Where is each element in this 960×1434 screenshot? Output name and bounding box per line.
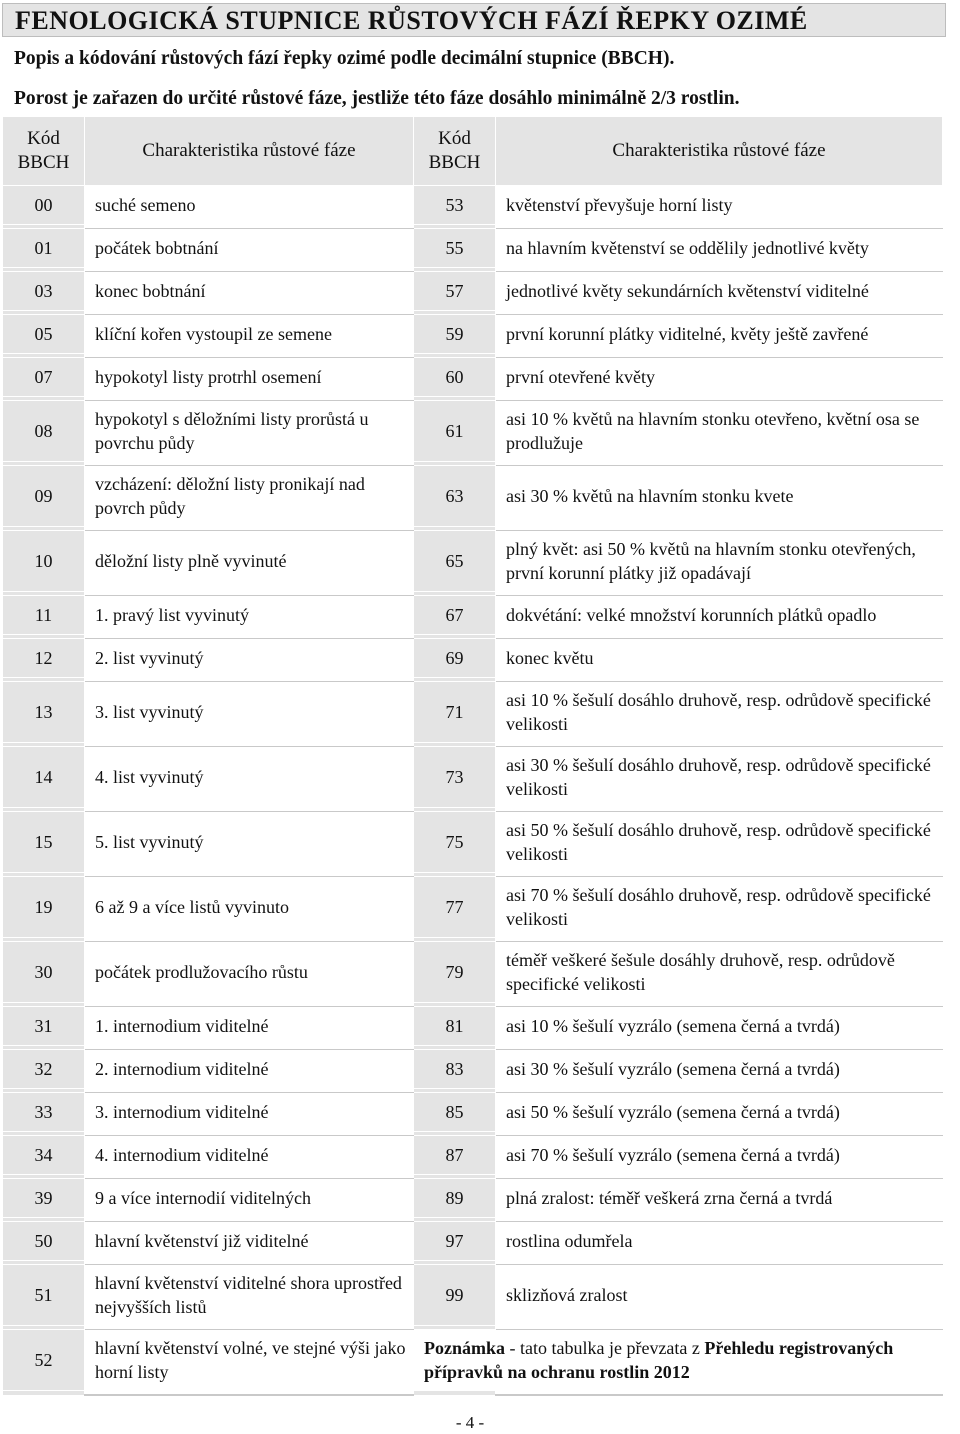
table-row <box>3 1265 943 1326</box>
code-right: 87 <box>414 1136 496 1175</box>
code-right: 77 <box>414 877 496 938</box>
table-body <box>3 186 943 1396</box>
header-code-left <box>3 117 85 186</box>
desc-right: sklizňová zralost <box>496 1265 943 1326</box>
header-code-right-line2: BBCH <box>428 152 481 173</box>
desc-right: první otevřené květy <box>496 358 943 397</box>
table-row <box>3 942 943 1003</box>
desc-left: 2. internodium viditelné <box>85 1050 414 1089</box>
table-row <box>3 812 943 873</box>
header-code-left-line1: Kód <box>27 128 60 149</box>
code-right: 63 <box>414 466 496 527</box>
code-right: 59 <box>414 315 496 354</box>
table-row <box>3 531 943 592</box>
code-left: 30 <box>3 942 85 1003</box>
table-row <box>3 682 943 743</box>
desc-right: rostlina odumřela <box>496 1222 943 1261</box>
table-row <box>3 1179 943 1218</box>
desc-right: dokvétání: velké množství korunních plátků opadlo <box>496 596 943 635</box>
table-row <box>3 1093 943 1132</box>
table-row <box>3 315 943 354</box>
intro-line-2: Porost je zařazen do určité růstové fáze, jestliže této fáze dosáhlo minimálně 2/3 rostlin. <box>14 88 740 109</box>
desc-left: 6 až 9 a více listů vyvinuto <box>85 877 414 938</box>
desc-left: konec bobtnání <box>85 272 414 311</box>
desc-left: 3. internodium viditelné <box>85 1093 414 1132</box>
header-code-right <box>414 117 496 186</box>
code-left: 19 <box>3 877 85 938</box>
code-left: 09 <box>3 466 85 527</box>
desc-left: 5. list vyvinutý <box>85 812 414 873</box>
desc-right: na hlavním květenství se oddělily jednotlivé květy <box>496 229 943 268</box>
note-source: Přehledu registrovaných přípravků na ochranu rostlin 2012 <box>424 1338 894 1382</box>
page-number: - 4 - <box>455 1413 485 1432</box>
desc-right: asi 30 % šešulí dosáhlo druhově, resp. odrůdově specifické velikosti <box>496 747 943 808</box>
note-label: Poznámka <box>424 1338 505 1358</box>
code-left: 50 <box>3 1222 85 1261</box>
desc-left: počátek prodlužovacího růstu <box>85 942 414 1003</box>
table-row <box>3 358 943 397</box>
desc-right: téměř veškeré šešule dosáhly druhově, resp. odrůdově specifické velikosti <box>496 942 943 1003</box>
separator-cell <box>496 1391 943 1396</box>
table-row <box>3 401 943 462</box>
desc-right: asi 10 % šešulí vyzrálo (semena černá a tvrdá) <box>496 1007 943 1046</box>
code-left: 10 <box>3 531 85 592</box>
header-code-right-line1: Kód <box>438 128 471 149</box>
code-right: 75 <box>414 812 496 873</box>
code-right: 55 <box>414 229 496 268</box>
code-left: 05 <box>3 315 85 354</box>
desc-right: asi 70 % šešulí vyzrálo (semena černá a tvrdá) <box>496 1136 943 1175</box>
desc-right: asi 50 % šešulí vyzrálo (semena černá a tvrdá) <box>496 1093 943 1132</box>
code-right: 67 <box>414 596 496 635</box>
desc-right: první korunní plátky viditelné, květy ještě zavřené <box>496 315 943 354</box>
desc-right: plný květ: asi 50 % květů na hlavním stonku otevřených, první korunní plátky již opadávají <box>496 531 943 592</box>
code-left: 00 <box>3 186 85 225</box>
desc-right: květenství převyšuje horní listy <box>496 186 943 225</box>
code-left: 12 <box>3 639 85 678</box>
code-right: 65 <box>414 531 496 592</box>
code-right: 69 <box>414 639 496 678</box>
table-row <box>3 1136 943 1175</box>
code-left: 39 <box>3 1179 85 1218</box>
code-right: 61 <box>414 401 496 462</box>
desc-left: počátek bobtnání <box>85 229 414 268</box>
desc-left: suché semeno <box>85 186 414 225</box>
code-left: 33 <box>3 1093 85 1132</box>
table-row <box>3 1222 943 1261</box>
desc-left: 4. list vyvinutý <box>85 747 414 808</box>
code-left: 51 <box>3 1265 85 1326</box>
desc-left: vzcházení: děložní listy pronikají nad povrch půdy <box>85 466 414 527</box>
desc-right: asi 10 % šešulí dosáhlo druhově, resp. odrůdově specifické velikosti <box>496 682 943 743</box>
code-right: 89 <box>414 1179 496 1218</box>
table-row <box>3 639 943 678</box>
code-right: 57 <box>414 272 496 311</box>
separator-cell <box>85 1391 414 1396</box>
desc-right: plná zralost: téměř veškerá zrna černá a tvrdá <box>496 1179 943 1218</box>
header-desc-left: Charakteristika růstové fáze <box>85 117 414 186</box>
header-code-left-line2: BBCH <box>17 152 70 173</box>
desc-right: asi 10 % květů na hlavním stonku otevřeno, květní osa se prodlužuje <box>496 401 943 462</box>
table-row <box>3 596 943 635</box>
table-row <box>3 747 943 808</box>
code-left: 08 <box>3 401 85 462</box>
separator-cell <box>414 1391 496 1396</box>
code-left: 52 <box>3 1330 85 1391</box>
header-desc-right: Charakteristika růstové fáze <box>496 117 943 186</box>
desc-left: 4. internodium viditelné <box>85 1136 414 1175</box>
code-right: 73 <box>414 747 496 808</box>
desc-left: hlavní květenství viditelné shora uprostřed nejvyšších listů <box>85 1265 414 1326</box>
table-row <box>3 1007 943 1046</box>
code-left: 07 <box>3 358 85 397</box>
table-row <box>3 229 943 268</box>
code-left: 31 <box>3 1007 85 1046</box>
bbch-table <box>2 116 943 1396</box>
desc-left: hypokotyl listy protrhl osemení <box>85 358 414 397</box>
desc-left: 3. list vyvinutý <box>85 682 414 743</box>
desc-right: asi 70 % šešulí dosáhlo druhově, resp. odrůdově specifické velikosti <box>496 877 943 938</box>
desc-left: 9 a více internodií viditelných <box>85 1179 414 1218</box>
desc-left: 1. pravý list vyvinutý <box>85 596 414 635</box>
code-left: 03 <box>3 272 85 311</box>
table-row <box>3 1330 943 1391</box>
code-right: 79 <box>414 942 496 1003</box>
row-separator <box>3 1391 943 1396</box>
code-right: 71 <box>414 682 496 743</box>
desc-right: jednotlivé květy sekundárních květenství viditelné <box>496 272 943 311</box>
desc-left: děložní listy plně vyvinuté <box>85 531 414 592</box>
desc-right: asi 30 % květů na hlavním stonku kvete <box>496 466 943 527</box>
table-row <box>3 877 943 938</box>
code-right: 83 <box>414 1050 496 1089</box>
separator-cell <box>3 1391 85 1396</box>
desc-right: asi 30 % šešulí vyzrálo (semena černá a tvrdá) <box>496 1050 943 1089</box>
desc-left: klíční kořen vystoupil ze semene <box>85 315 414 354</box>
table-row <box>3 1050 943 1089</box>
intro-line-1: Popis a kódování růstových fází řepky ozimé podle decimální stupnice (BBCH). <box>14 48 675 69</box>
desc-left: 2. list vyvinutý <box>85 639 414 678</box>
code-right: 60 <box>414 358 496 397</box>
code-right: 85 <box>414 1093 496 1132</box>
desc-left: hypokotyl s děložními listy prorůstá u povrchu půdy <box>85 401 414 462</box>
code-left: 32 <box>3 1050 85 1089</box>
code-right: 53 <box>414 186 496 225</box>
desc-left: 1. internodium viditelné <box>85 1007 414 1046</box>
code-left: 34 <box>3 1136 85 1175</box>
desc-left: hlavní květenství volné, ve stejné výši jako horní listy <box>85 1330 414 1391</box>
note-cell <box>414 1330 943 1391</box>
table-row <box>3 186 943 225</box>
desc-left: hlavní květenství již viditelné <box>85 1222 414 1261</box>
table-row <box>3 272 943 311</box>
code-right: 81 <box>414 1007 496 1046</box>
code-left: 15 <box>3 812 85 873</box>
note-text: - tato tabulka je převzata z <box>505 1338 705 1358</box>
code-left: 01 <box>3 229 85 268</box>
desc-right: konec květu <box>496 639 943 678</box>
code-left: 11 <box>3 596 85 635</box>
table-row <box>3 466 943 527</box>
code-left: 14 <box>3 747 85 808</box>
code-left: 13 <box>3 682 85 743</box>
desc-right: asi 50 % šešulí dosáhlo druhově, resp. odrůdově specifické velikosti <box>496 812 943 873</box>
code-right: 97 <box>414 1222 496 1261</box>
page-title: FENOLOGICKÁ STUPNICE RŮSTOVÝCH FÁZÍ ŘEPKY OZIMÉ <box>2 3 946 37</box>
code-right: 99 <box>414 1265 496 1326</box>
